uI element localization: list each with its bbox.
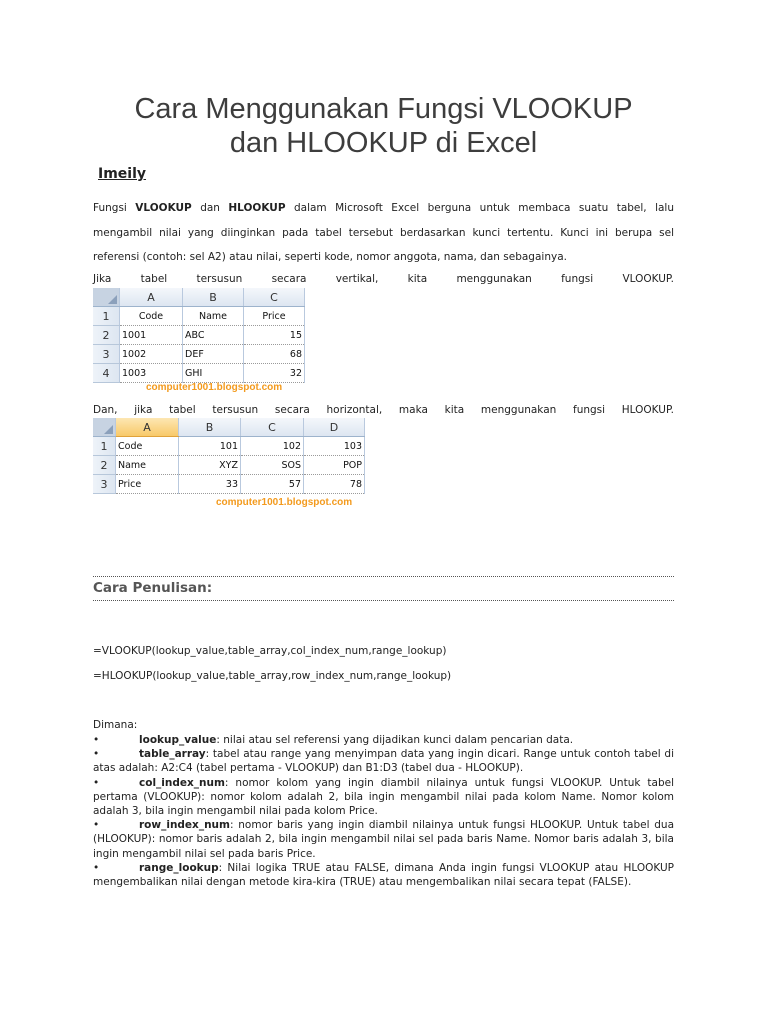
hlookup-example-table [93,418,365,494]
table-cell: Name [183,307,244,326]
definition-item [93,776,674,819]
word: HLOOKUP. [621,404,674,416]
table-cell: 101 [179,437,241,456]
definition-item [93,861,674,889]
column-header-a: A [116,418,179,437]
select-all-corner [93,418,116,437]
word: menggunakan [480,404,557,416]
definition-item [93,747,674,775]
vlookup-example-table [93,288,305,383]
row-header: 3 [93,475,116,494]
table-row [93,326,305,345]
intro-bold-vlookup: VLOOKUP [135,202,192,214]
definition-text: : nomor kolom yang ingin diambil nilainya untuk fungsi VLOOKUP. Untuk tabel pertama (VLOOKUP): nomor kolom adalah 2, bila ingin mengambil nilai pada kolom Name. Nomor kolom adalah 3, bila ingin mengambil nilai pada kolom Price. [93,776,674,818]
word: tabel [140,273,168,285]
section-rule-top [93,576,674,577]
vertical-sentence [93,273,674,285]
word: Dan, [93,404,118,416]
definition-text: : Nilai logika TRUE atau FALSE, dimana Anda ingin fungsi VLOOKUP atau HLOOKUP mengembalikan nilai dengan metode kira-kira (TRUE) atau mengembalikan nilai secara tepat (FALSE). [93,861,674,889]
word: kita [444,404,465,416]
column-header-c: C [241,418,304,437]
title-line-1: Cara Menggunakan Fungsi VLOOKUP [134,93,633,125]
word: fungsi [573,404,606,416]
column-header-a: A [120,288,183,307]
table-cell: 1002 [120,345,183,364]
table-cell: 33 [179,475,241,494]
definition-term: lookup_value [139,734,217,746]
table-row [93,364,305,383]
table-credit-hlookup: computer1001.blogspot.com [216,497,353,508]
word: tabel [169,404,196,416]
definition-text: : nomor baris yang ingin diambil nilainya untuk fungsi HLOOKUP. Untuk tabel dua (HLOOKUP): nomor baris adalah 2, bila ingin mengambil nilai sel pada baris Name. Nomor baris adalah 3, bila ingin mengambil nilai sel pada baris Price. [93,819,674,860]
column-header-row [93,288,305,307]
column-header-b: B [183,288,244,307]
definition-term: range_lookup [139,861,219,874]
table-row [93,307,305,326]
definition-text: : nilai atau sel referensi yang dijadikan kunci dalam pencarian data. [216,734,574,746]
row-header: 3 [93,345,120,364]
table-cell: Name [116,456,179,475]
word: tersusun [196,273,243,285]
definition-term: table_array [139,748,206,761]
intro-text-1: Fungsi [93,202,136,214]
bullet-icon: • [93,748,100,761]
definition-item [93,818,674,861]
table-cell: 57 [241,475,304,494]
definition-item [93,733,674,747]
table-row [93,475,365,494]
definition-term: row_index_num [139,819,230,832]
table-cell: 102 [241,437,304,456]
word: VLOOKUP. [622,273,674,285]
table-cell: 1001 [120,326,183,345]
word: horizontal, [326,404,383,416]
table-cell: DEF [183,345,244,364]
table-cell: 32 [244,364,305,383]
column-header-c: C [244,288,305,307]
word: fungsi [561,273,594,285]
section-title: Cara Penulisan: [93,580,213,596]
column-header-b: B [179,418,241,437]
table-cell: SOS [241,456,304,475]
bullet-icon: • [93,861,100,874]
word: Jika [93,273,112,285]
word: menggunakan [456,273,532,285]
table-cell: Code [120,307,183,326]
definition-term: col_index_num [139,776,225,789]
select-all-corner [93,288,120,307]
row-header: 1 [93,437,116,456]
table-cell: GHI [183,364,244,383]
table-cell: POP [304,456,365,475]
intro-bold-hlookup: HLOOKUP [228,202,286,214]
intro-text-3: dalam Microsoft Excel berguna untuk membaca suatu tabel, lalu mengambil nilai yang diinginkan pada tabel tersebut berdasarkan kunci tertentu. Kunci ini berupa sel referensi (contoh: sel A2) atau nilai, seperti kode, nomor anggota, nama, dan sebagainya. [93,202,674,263]
bullet-icon: • [93,734,100,746]
page-title [93,92,674,160]
title-line-2: dan HLOOKUP di Excel [229,127,538,159]
definition-text: : tabel atau range yang menyimpan data yang ingin dicari. Range untuk contoh tabel di atas adalah: A2:C4 (tabel pertama - VLOOKUP) dan B1:D3 (tabel dua - HLOOKUP). [93,748,674,775]
table-cell: Price [244,307,305,326]
word: secara [274,404,310,416]
table-cell: 68 [244,345,305,364]
parameter-definitions [93,733,674,889]
table-row [93,345,305,364]
column-header-row [93,418,365,437]
table-cell: 103 [304,437,365,456]
intro-text-2: dan [191,202,229,214]
word: secara [271,273,307,285]
word: kita [407,273,428,285]
word: jika [134,404,153,416]
section-rule-bottom [93,600,674,601]
table-row [93,456,365,475]
horizontal-sentence [93,404,674,416]
row-header: 2 [93,326,120,345]
table-cell: XYZ [179,456,241,475]
word: tersusun [212,404,259,416]
table-cell: ABC [183,326,244,345]
hlookup-syntax: =HLOOKUP(lookup_value,table_array,row_index_num,range_lookup) [93,670,452,682]
row-header: 2 [93,456,116,475]
author-name[interactable]: Imeily [98,166,147,182]
dimana-label: Dimana: [93,719,138,731]
bullet-icon: • [93,776,100,789]
table-cell: 78 [304,475,365,494]
table-cell: 1003 [120,364,183,383]
column-header-d: D [304,418,365,437]
bullet-icon: • [93,819,100,832]
word: maka [398,404,428,416]
vlookup-syntax: =VLOOKUP(lookup_value,table_array,col_index_num,range_lookup) [93,645,447,657]
intro-paragraph [93,196,674,270]
table-credit-vlookup: computer1001.blogspot.com [146,382,283,393]
row-header: 4 [93,364,120,383]
table-row [93,437,365,456]
word: vertikal, [335,273,379,285]
table-cell: Price [116,475,179,494]
table-cell: 15 [244,326,305,345]
row-header: 1 [93,307,120,326]
table-cell: Code [116,437,179,456]
